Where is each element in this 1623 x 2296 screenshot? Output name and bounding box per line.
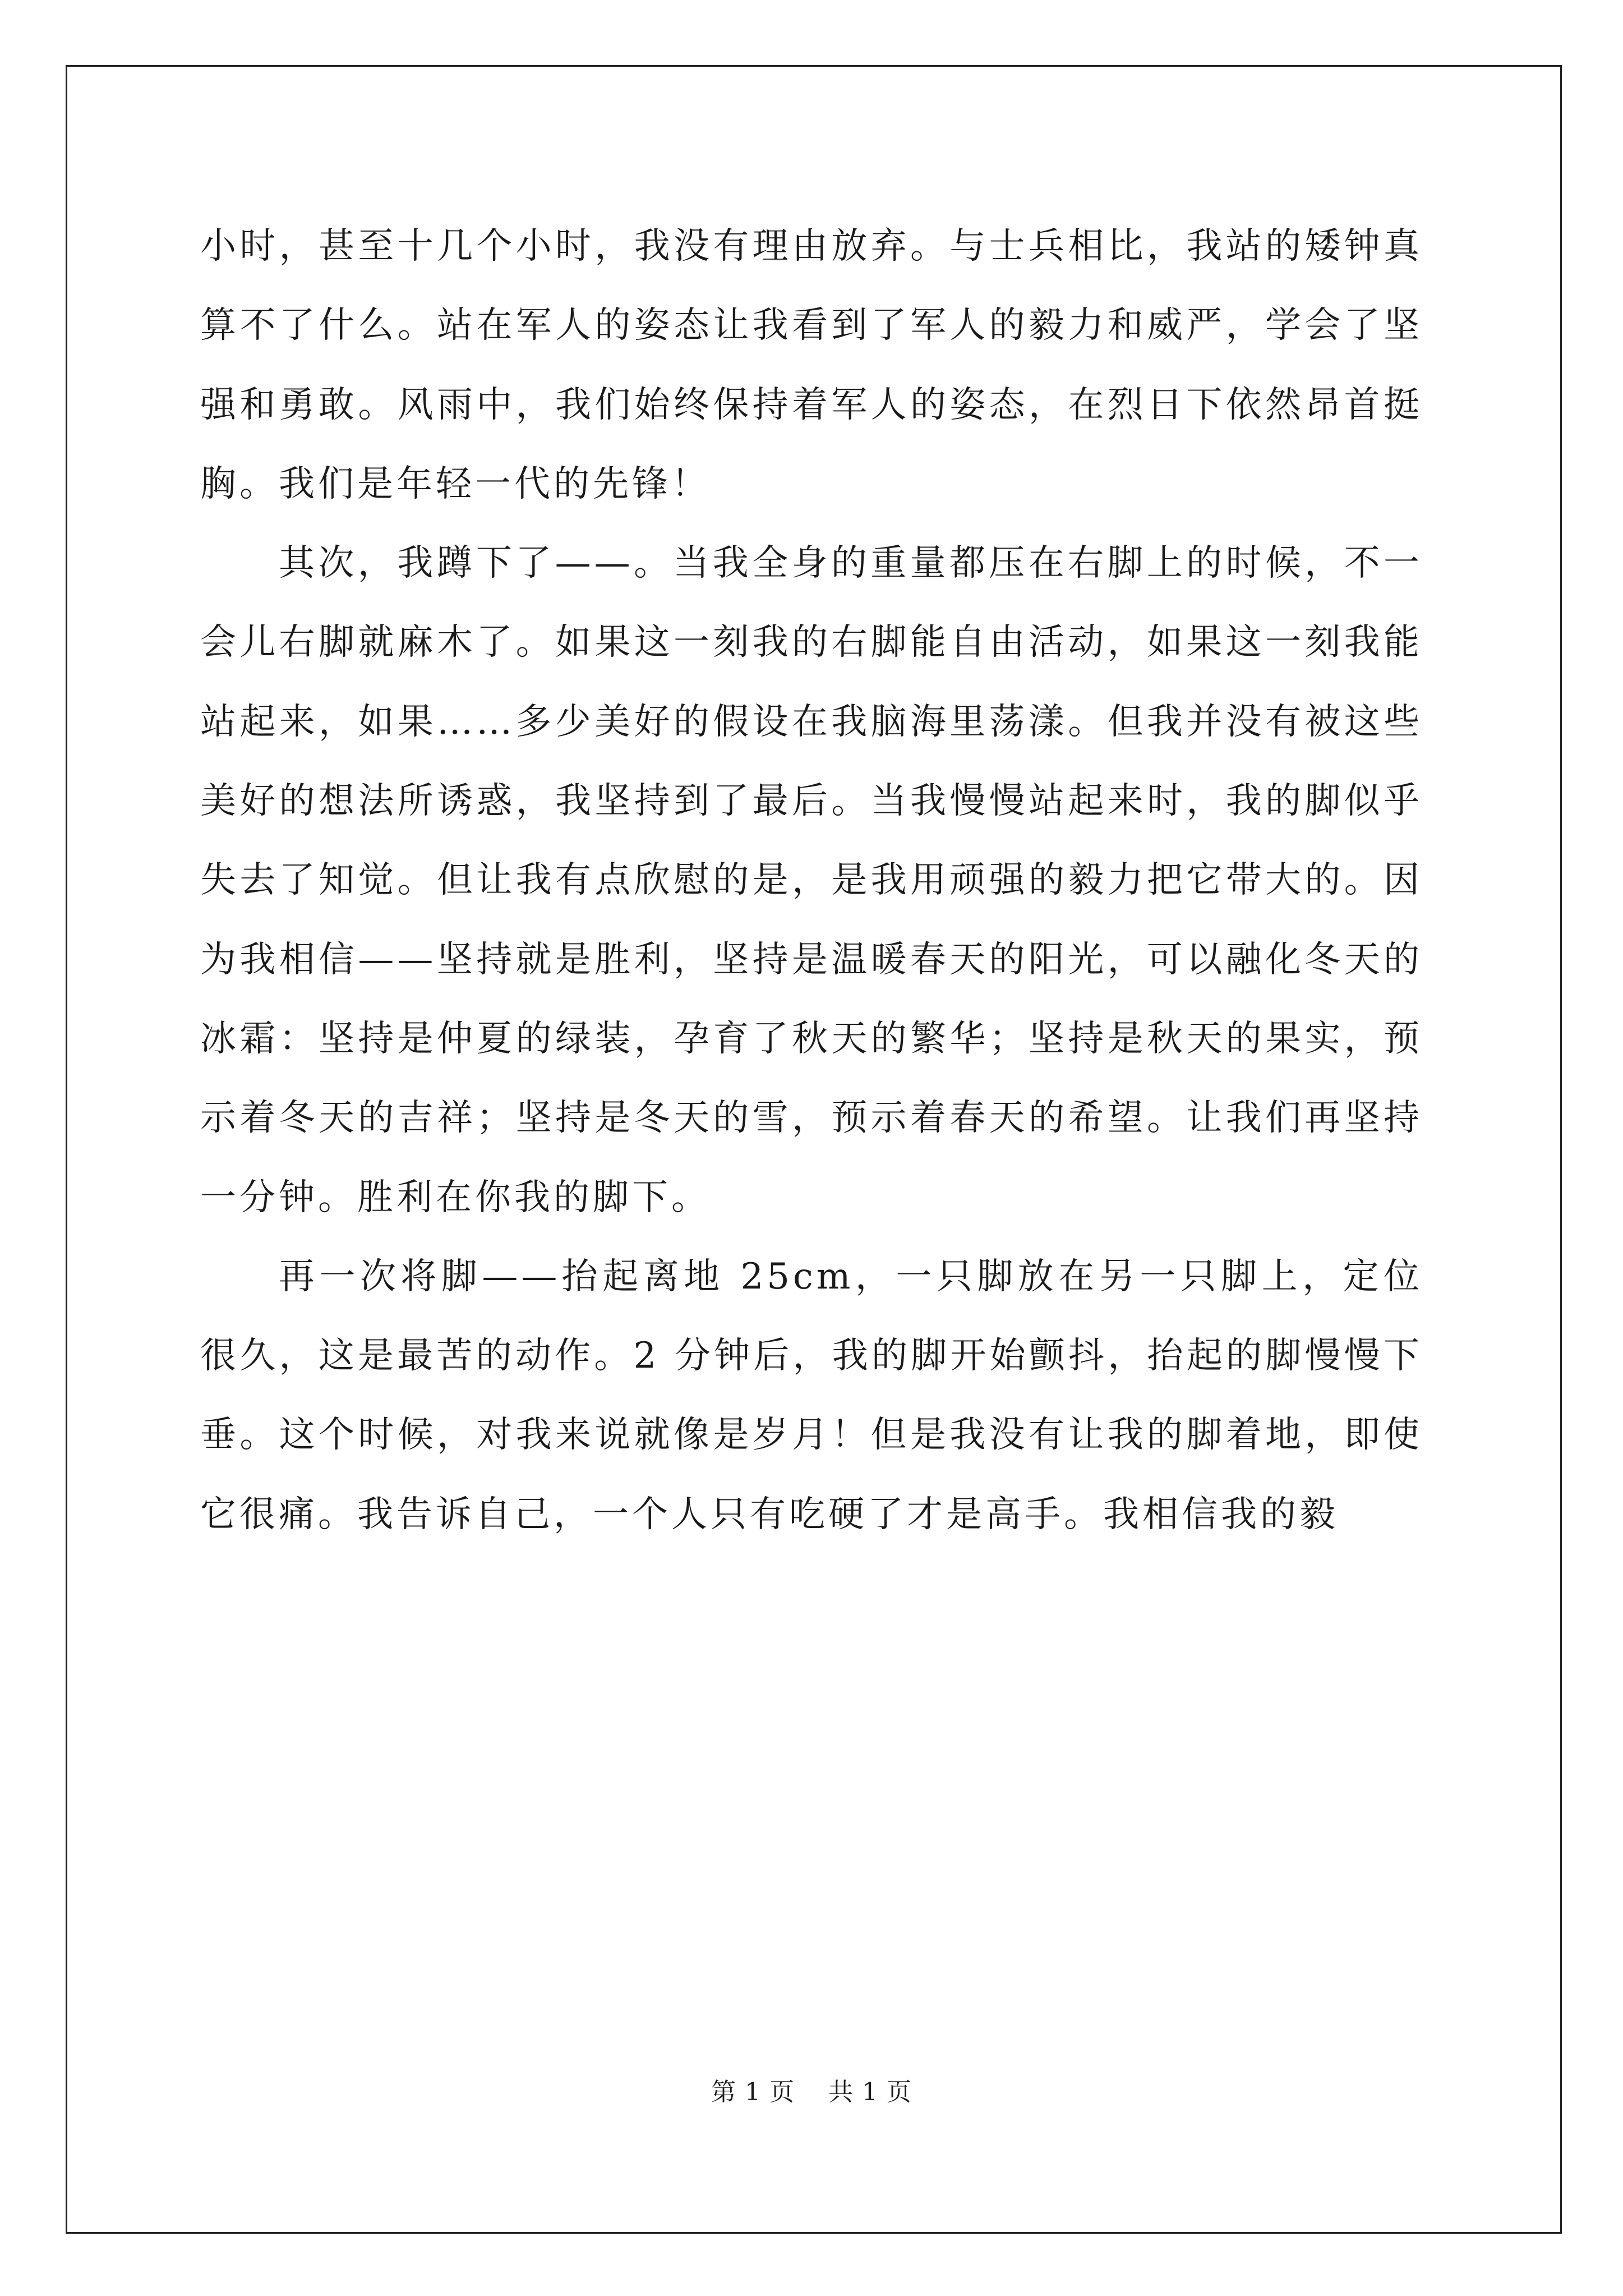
document-body — [200, 207, 1423, 1554]
paragraph-1: 小时，甚至十几个小时，我没有理由放弃。与士兵相比，我站的矮钟真算不了什么。站在军人的姿态让我看到了军人的毅力和威严，学会了坚强和勇敢。风雨中，我们始终保持着军人的姿态，在烈日下依然昂首挺胸。我们是年轻一代的先锋！ — [200, 226, 1423, 505]
paragraph-3: 再一次将脚——抬起离地 25cm，一只脚放在另一只脚上，定位很久，这是最苦的动作。2 分钟后，我的脚开始颤抖，抬起的脚慢慢下垂。这个时候，对我来说就像是岁月！但是我没有让我的脚着地，即使它很痛。我告诉自己，一个人只有吃硬了才是高手。我相信我的毅 — [200, 1255, 1423, 1535]
paragraph-2: 其次，我蹲下了——。当我全身的重量都压在右脚上的时候，不一会儿右脚就麻木了。如果这一刻我的右脚能自由活动，如果这一刻我能站起来，如果……多少美好的假设在我脑海里荡漾。但我并没有被这些美好的想法所诱惑，我坚持到了最后。当我慢慢站起来时，我的脚似乎失去了知觉。但让我有点欣慰的是，是我用顽强的毅力把它带大的。因为我相信——坚持就是胜利，坚持是温暖春天的阳光，可以融化冬天的冰霜：坚持是仲夏的绿装，孕育了秋天的繁华；坚持是秋天的果实，预示着冬天的吉祥；坚持是冬天的雪，预示着春天的希望。让我们再坚持一分钟。胜利在你我的脚下。 — [200, 542, 1423, 1218]
page-number-footer: 第 1 页 共 1 页 — [711, 2078, 912, 2106]
